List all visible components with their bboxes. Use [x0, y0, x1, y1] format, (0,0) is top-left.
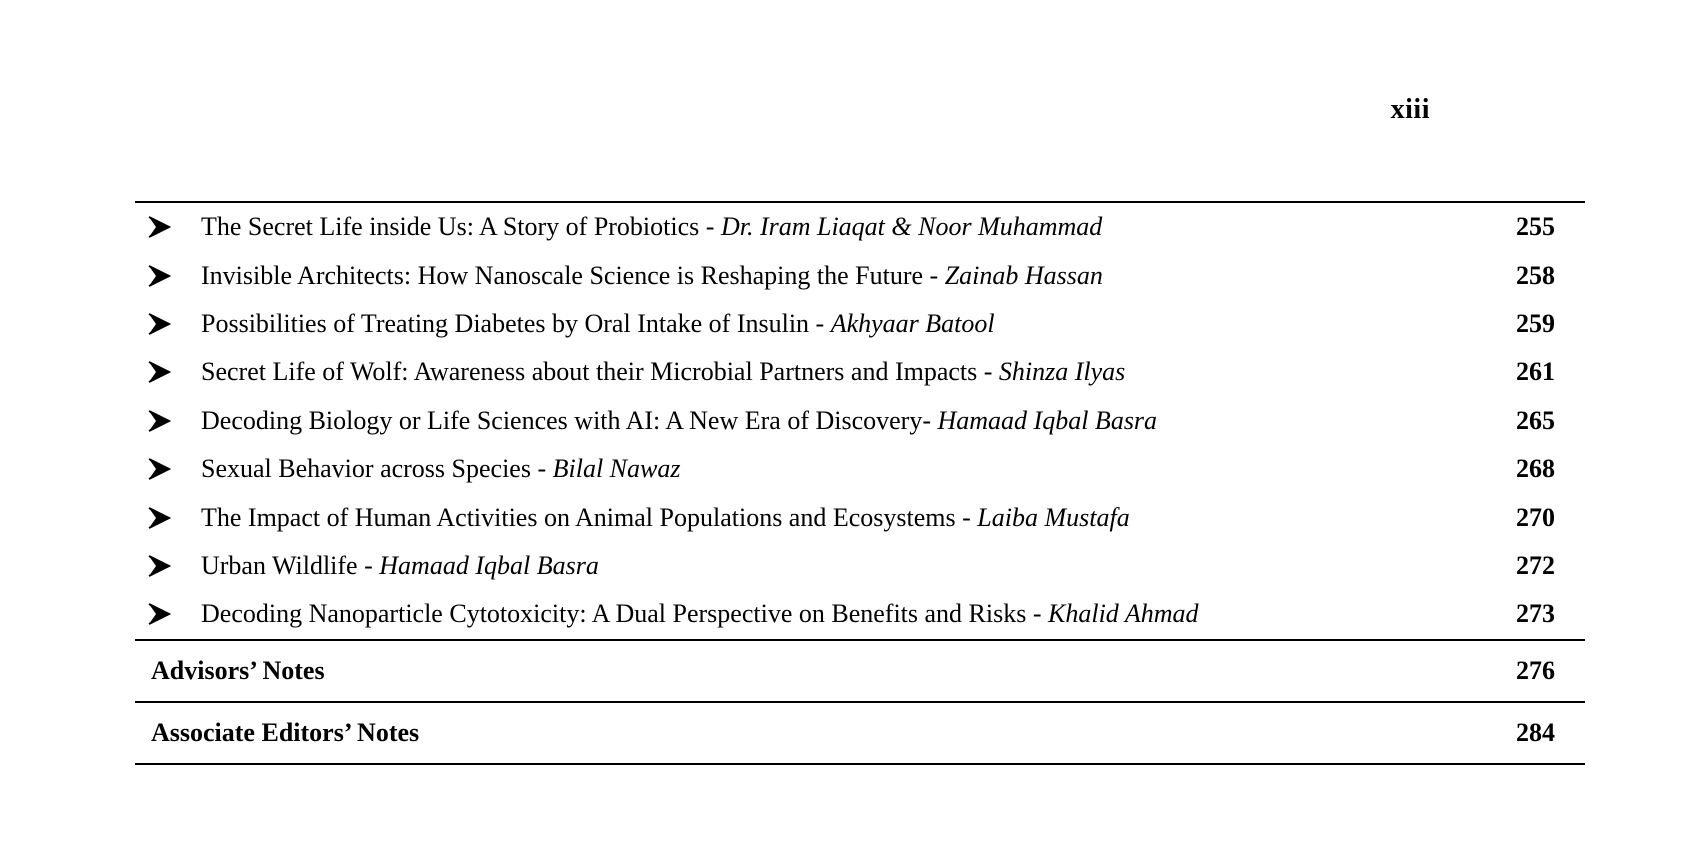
entry-page: 261	[1516, 357, 1555, 387]
entry-author: Laiba Mustafa	[977, 502, 1130, 532]
entry-text	[201, 359, 1465, 385]
entry-page: 259	[1516, 308, 1555, 338]
entry-title: Invisible Architects: How Nanoscale Science is Reshaping the Future -	[201, 260, 945, 290]
entry-author: Dr. Iram Liaqat & Noor Muhammad	[720, 212, 1103, 242]
entry-author: Hamaad Iqbal Basra	[937, 405, 1158, 435]
entry-author: Akhyaar Batool	[830, 308, 995, 338]
entry-page: 273	[1516, 599, 1555, 629]
entry-author: Khalid Ahmad	[1048, 599, 1199, 629]
entry-author: Shinza Ilyas	[998, 357, 1126, 387]
toc-entry[interactable]	[135, 300, 1585, 348]
toc-entry[interactable]	[135, 348, 1585, 396]
toc-entry[interactable]	[135, 397, 1585, 445]
associate-editors-notes-row[interactable]	[135, 703, 1585, 763]
section-label: Advisors’ Notes	[151, 655, 325, 685]
arrowhead-bullet-icon	[135, 603, 201, 625]
bottom-rule	[135, 763, 1585, 765]
entry-author: Hamaad Iqbal Basra	[379, 550, 599, 580]
entry-title: Decoding Nanoparticle Cytotoxicity: A Dual Perspective on Benefits and Risks -	[201, 599, 1049, 629]
entry-text	[201, 502, 1465, 532]
entry-page: 258	[1516, 260, 1555, 290]
entry-page: 272	[1516, 550, 1555, 580]
section-label: Associate Editors’ Notes	[151, 717, 420, 747]
arrowhead-bullet-icon	[135, 216, 201, 238]
arrowhead-bullet-icon	[135, 265, 201, 287]
toc-entry[interactable]	[135, 445, 1585, 493]
entry-author: Zainab Hassan	[944, 260, 1103, 290]
entry-text	[201, 550, 1465, 580]
entry-title: Secret Life of Wolf: Awareness about their Microbial Partners and Impacts -	[201, 357, 999, 387]
arrowhead-bullet-icon	[135, 361, 201, 383]
entry-author: Bilal Nawaz	[552, 454, 681, 484]
entry-page: 255	[1516, 212, 1555, 242]
arrowhead-bullet-icon	[135, 410, 201, 432]
arrowhead-bullet-icon	[135, 458, 201, 480]
toc-entry[interactable]	[135, 251, 1585, 299]
entry-page: 270	[1516, 502, 1555, 532]
entry-text	[201, 601, 1465, 627]
entry-text	[201, 308, 1465, 338]
entry-text	[201, 456, 1465, 482]
toc-entry[interactable]	[135, 590, 1585, 638]
entry-title: The Secret Life inside Us: A Story of Probiotics -	[201, 212, 721, 242]
table-of-contents	[135, 201, 1585, 765]
entry-page: 268	[1516, 454, 1555, 484]
arrowhead-bullet-icon	[135, 313, 201, 335]
entry-text	[201, 405, 1465, 435]
toc-entry[interactable]	[135, 203, 1585, 251]
entry-text	[201, 260, 1465, 290]
entry-page: 265	[1516, 405, 1555, 435]
entry-title: Sexual Behavior across Species -	[201, 454, 553, 484]
advisors-notes-row[interactable]	[135, 641, 1585, 701]
arrowhead-bullet-icon	[135, 507, 201, 529]
entry-title: Possibilities of Treating Diabetes by Oral Intake of Insulin -	[201, 308, 831, 338]
section-page: 284	[1516, 717, 1555, 747]
toc-entry[interactable]	[135, 542, 1585, 590]
arrowhead-bullet-icon	[135, 555, 201, 577]
entry-title: The Impact of Human Activities on Animal Populations and Ecosystems -	[201, 502, 978, 532]
section-page: 276	[1516, 655, 1555, 685]
entry-title: Decoding Biology or Life Sciences with AI: A New Era of Discovery-	[201, 405, 938, 435]
entry-text	[201, 214, 1465, 240]
entry-title: Urban Wildlife -	[201, 550, 380, 580]
toc-entry[interactable]	[135, 493, 1585, 541]
toc-entries	[135, 203, 1585, 639]
page-number: xiii	[1390, 94, 1430, 125]
